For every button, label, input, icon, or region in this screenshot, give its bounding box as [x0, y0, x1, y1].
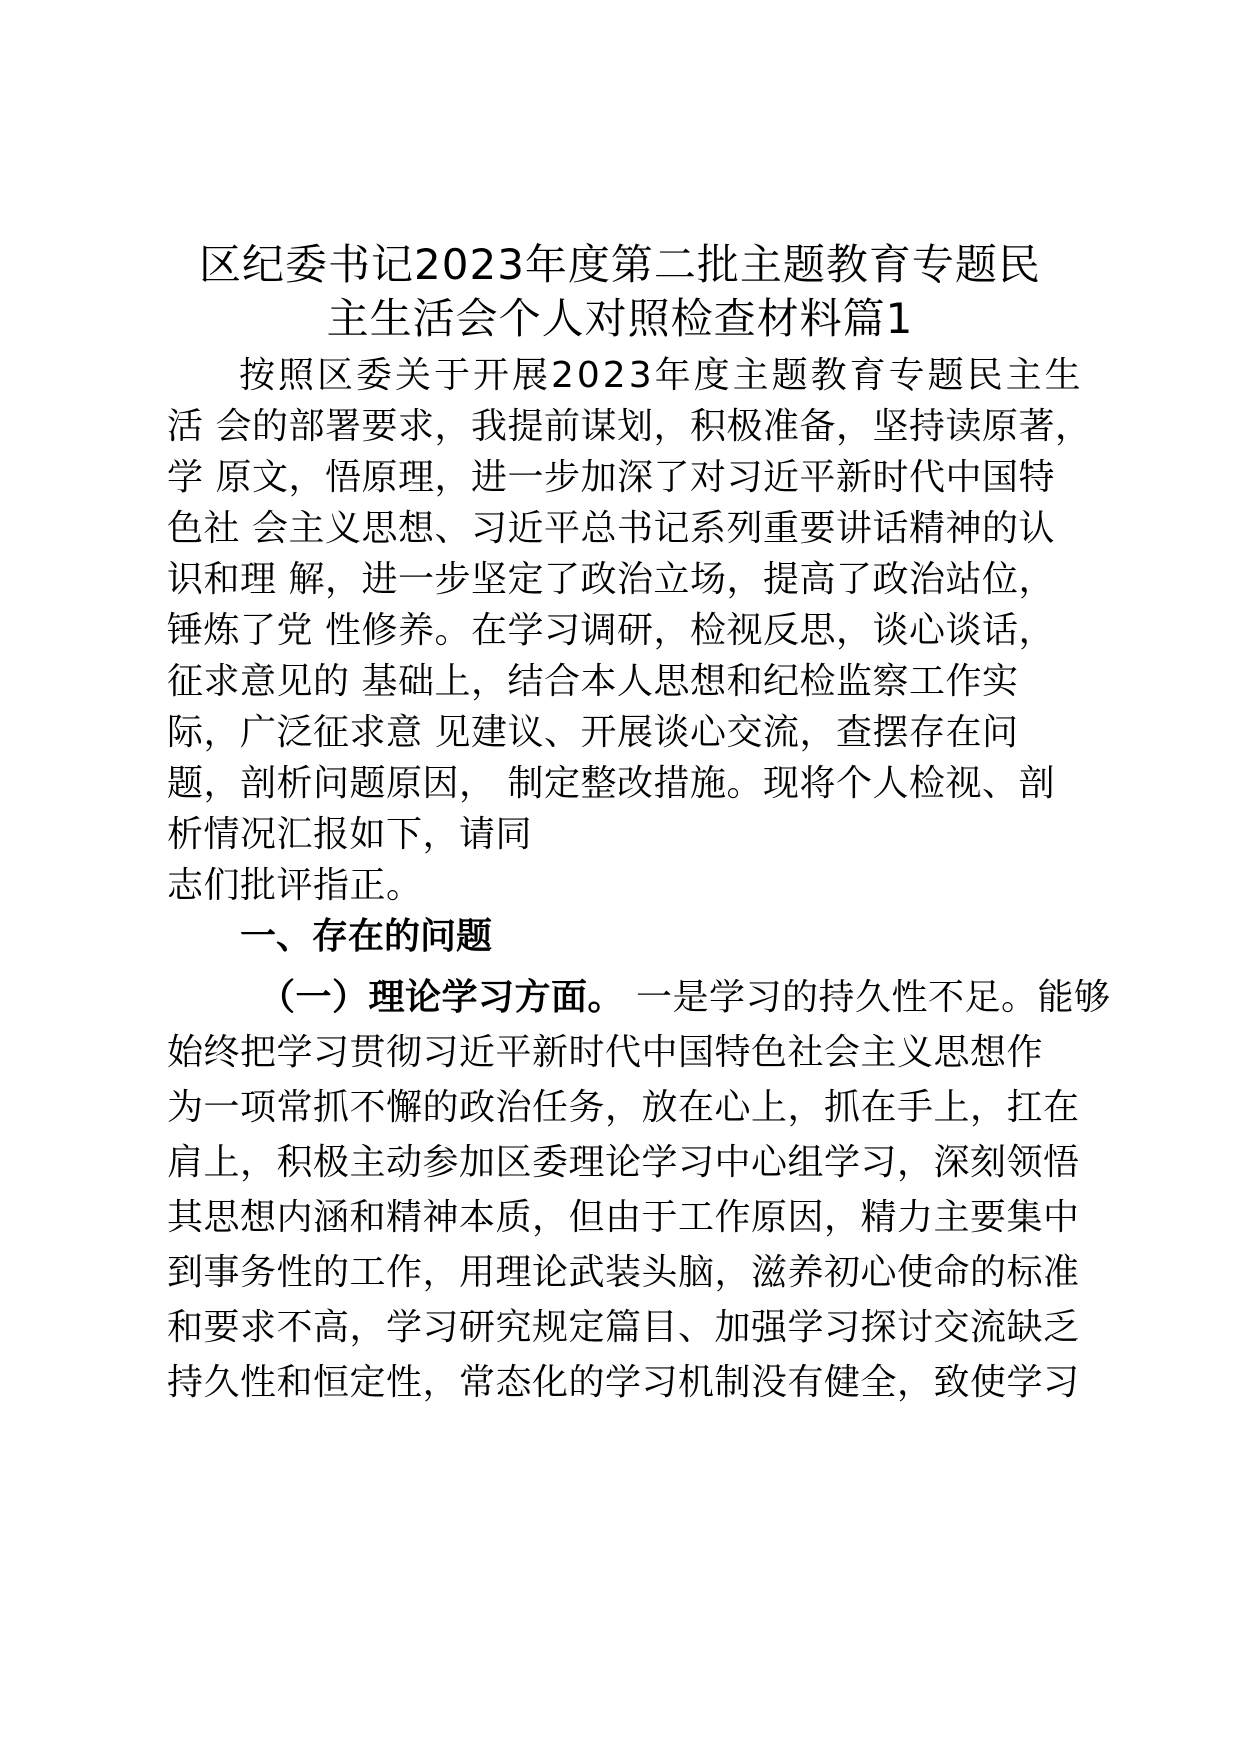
- paragraph-line: 学 原文，悟原理，进一步加深了对习近平新时代中国特: [167, 457, 1055, 498]
- paragraph-line: 活 会的部署要求，我提前谋划，积极准备，坚持读原著，: [167, 406, 1092, 447]
- paragraph-line: 志们批评指正。: [167, 865, 423, 906]
- title-line: 区纪委书记2023年度第二批主题教育专题民: [199, 240, 1041, 289]
- subsection-heading: （一）理论学习方面。: [259, 977, 625, 1018]
- paragraph-line: 按照区委关于开展2023年度主题教育专题民主生: [239, 355, 1084, 396]
- paragraph-line: 析情况汇报如下，请同: [167, 814, 533, 855]
- paragraph-line: 识和理 解，进一步坚定了政治立场，提高了政治站位，: [167, 559, 1055, 600]
- paragraph-line: 到事务性的工作，用理论武装头脑，滋养初心使命的标准: [167, 1252, 1080, 1293]
- document-title: [150, 238, 1090, 346]
- paragraph-line: 肩上，积极主动参加区委理论学习中心组学习，深刻领悟: [167, 1142, 1080, 1183]
- paragraph-line: 色社 会主义思想、习近平总书记系列重要讲话精神的认: [167, 508, 1055, 549]
- title-line: 主生活会个人对照检查材料篇1: [326, 294, 914, 343]
- paragraph-line: 题，剖析问题原因， 制定整改措施。现将个人检视、剖: [167, 763, 1055, 804]
- paragraph-text: 一是学习的持久性不足。能够: [624, 977, 1111, 1018]
- section-heading: 一、存在的问题: [240, 916, 493, 957]
- paragraph-line: 持久性和恒定性，常态化的学习机制没有健全，致使学习: [167, 1362, 1080, 1403]
- intro-paragraph: [167, 350, 1092, 911]
- paragraph-line: 征求意见的 基础上，结合本人思想和纪检监察工作实: [167, 661, 1019, 702]
- paragraph-line: 始终把学习贯彻习近平新时代中国特色社会主义思想作: [167, 1032, 1044, 1073]
- paragraph-line: 为一项常抓不懈的政治任务，放在心上，抓在手上，扛在: [167, 1087, 1080, 1128]
- paragraph-line: 其思想内涵和精神本质，但由于工作原因，精力主要集中: [167, 1197, 1080, 1238]
- paragraph-line: 际，广泛征求意 见建议、开展谈心交流，查摆存在问: [167, 712, 1019, 753]
- theory-study-paragraph: [167, 970, 1111, 1410]
- paragraph-line: 锤炼了党 性修养。在学习调研，检视反思，谈心谈话，: [167, 610, 1055, 651]
- paragraph-line: [167, 970, 1111, 1025]
- paragraph-line: 和要求不高，学习研究规定篇目、加强学习探讨交流缺乏: [167, 1307, 1080, 1348]
